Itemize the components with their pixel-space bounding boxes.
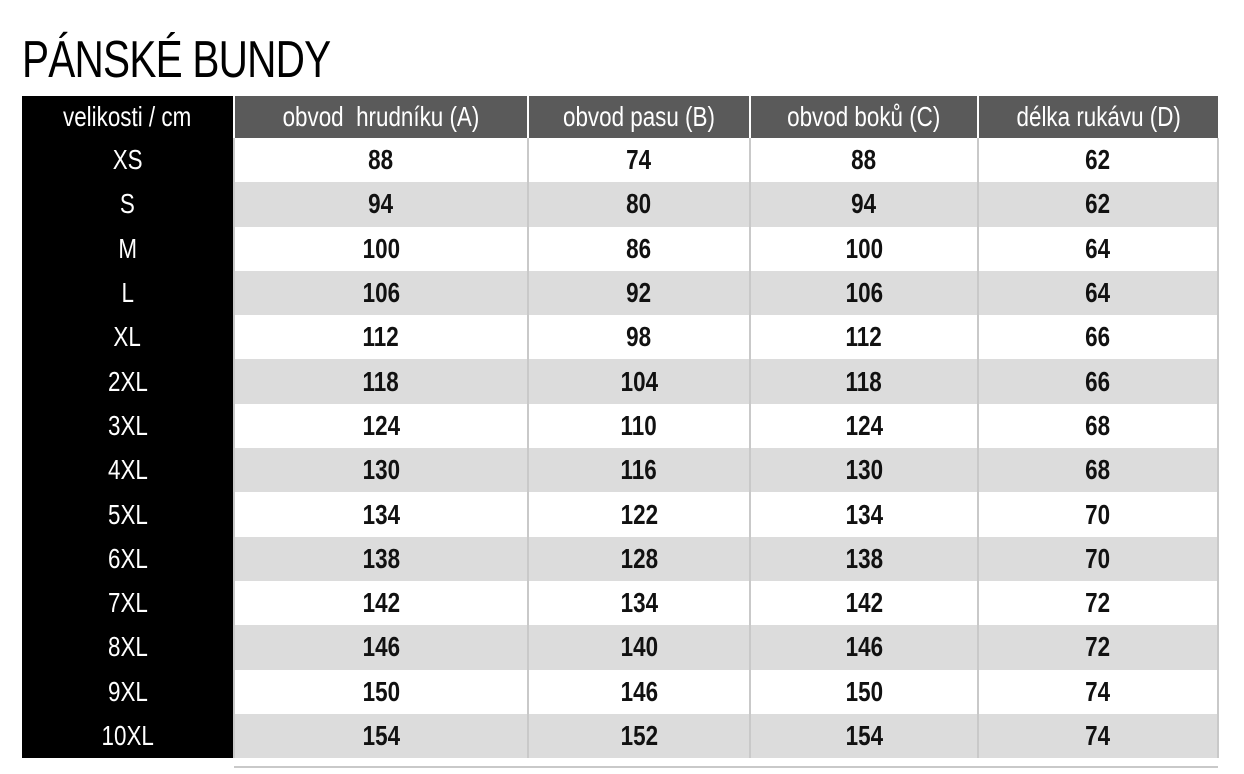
cell-size — [22, 581, 234, 625]
cell-size-value: XL — [113, 321, 142, 353]
cell-waist — [528, 404, 750, 448]
cell-sleeve-value: 74 — [1085, 720, 1111, 751]
table-row — [22, 670, 1218, 714]
cell-size — [22, 138, 234, 182]
cell-chest — [234, 714, 528, 758]
cell-hips — [750, 625, 978, 669]
table-row — [22, 537, 1218, 581]
table-row — [22, 492, 1218, 536]
cell-sleeve-value: 74 — [1085, 675, 1111, 707]
cell-size-value: 4XL — [107, 454, 148, 486]
cell-waist-value: 134 — [620, 587, 658, 619]
cell-hips — [750, 138, 978, 182]
cell-sleeve — [978, 271, 1218, 315]
cell-hips — [750, 315, 978, 359]
cell-size-value: 8XL — [107, 631, 148, 663]
cell-chest-value: 100 — [362, 232, 400, 264]
cell-chest — [234, 227, 528, 271]
cell-hips-value: 142 — [845, 587, 883, 619]
cell-sleeve — [978, 670, 1218, 714]
cell-sleeve — [978, 492, 1218, 536]
cell-size-value: S — [120, 188, 135, 220]
cell-sleeve-value: 70 — [1085, 542, 1111, 574]
table-row — [22, 271, 1218, 315]
header-hips — [750, 96, 978, 138]
cell-waist-value: 110 — [620, 409, 658, 441]
cell-sleeve-value: 62 — [1085, 144, 1111, 176]
cell-waist-value: 146 — [620, 675, 658, 707]
table-row — [22, 448, 1218, 492]
header-chest — [234, 96, 528, 138]
cell-waist — [528, 492, 750, 536]
cell-size — [22, 537, 234, 581]
cell-hips — [750, 182, 978, 226]
cell-size — [22, 404, 234, 448]
cell-waist — [528, 359, 750, 403]
cell-hips-value: 146 — [845, 631, 883, 663]
cell-size — [22, 625, 234, 669]
table-row — [22, 625, 1218, 669]
cell-sleeve-value: 66 — [1085, 365, 1111, 397]
cell-size-value: 5XL — [107, 498, 148, 530]
table-row — [22, 227, 1218, 271]
header-chest-label: obvod hrudníku (A) — [282, 101, 480, 132]
table-row — [22, 138, 1218, 182]
cell-sleeve — [978, 714, 1218, 758]
cell-sleeve-value: 72 — [1085, 631, 1111, 663]
cell-sleeve — [978, 537, 1218, 581]
cell-waist — [528, 537, 750, 581]
cell-waist-value: 116 — [620, 454, 658, 486]
cell-hips — [750, 537, 978, 581]
cell-sleeve — [978, 581, 1218, 625]
cell-sleeve-value: 64 — [1085, 232, 1111, 264]
cell-size-value: XS — [112, 144, 143, 176]
cell-size-value: 2XL — [107, 365, 148, 397]
cell-hips-value: 124 — [845, 409, 883, 441]
cell-hips — [750, 670, 978, 714]
cell-sleeve — [978, 625, 1218, 669]
cell-waist — [528, 670, 750, 714]
cell-chest-value: 142 — [362, 587, 400, 619]
cell-size — [22, 315, 234, 359]
cell-sleeve-value: 72 — [1085, 587, 1111, 619]
header-sleeve-label: délka rukávu (D) — [1016, 101, 1181, 132]
cell-chest — [234, 315, 528, 359]
cell-sleeve-value: 70 — [1085, 498, 1111, 530]
cell-waist-value: 152 — [620, 720, 658, 751]
cell-chest-value: 124 — [362, 409, 400, 441]
cell-chest-value: 134 — [362, 498, 400, 530]
header-waist-label: obvod pasu (B) — [563, 101, 715, 132]
cell-hips-value: 154 — [845, 720, 883, 751]
cell-waist-value: 122 — [620, 498, 658, 530]
cell-chest — [234, 271, 528, 315]
cell-hips-value: 106 — [845, 277, 883, 309]
cell-hips — [750, 271, 978, 315]
cell-hips — [750, 227, 978, 271]
cell-hips — [750, 581, 978, 625]
cell-chest — [234, 138, 528, 182]
cell-size — [22, 359, 234, 403]
cell-hips-value: 112 — [845, 321, 883, 353]
cell-size — [22, 448, 234, 492]
header-hips-label: obvod boků (C) — [787, 101, 941, 132]
cell-size-value: M — [118, 232, 137, 264]
table-row — [22, 404, 1218, 448]
cell-waist-value: 86 — [626, 232, 652, 264]
cell-sleeve — [978, 182, 1218, 226]
cell-waist-value: 80 — [626, 188, 652, 220]
table-row — [22, 315, 1218, 359]
cell-chest — [234, 182, 528, 226]
cell-chest-value: 130 — [362, 454, 400, 486]
cell-sleeve — [978, 404, 1218, 448]
cell-chest-value: 106 — [362, 277, 400, 309]
cell-chest — [234, 492, 528, 536]
cell-sleeve-value: 66 — [1085, 321, 1111, 353]
cell-sleeve — [978, 227, 1218, 271]
cell-waist — [528, 714, 750, 758]
cell-hips-value: 100 — [845, 232, 883, 264]
cell-sleeve-value: 68 — [1085, 409, 1111, 441]
header-sleeve — [978, 96, 1218, 138]
cell-hips — [750, 448, 978, 492]
cell-size — [22, 492, 234, 536]
header-sizes-label: velikosti / cm — [63, 101, 192, 132]
cell-chest-value: 146 — [362, 631, 400, 663]
cell-size-value: L — [121, 277, 134, 309]
cell-size-value: 3XL — [107, 409, 148, 441]
cell-size-value: 6XL — [107, 542, 148, 574]
cell-waist — [528, 581, 750, 625]
cell-hips-value: 134 — [845, 498, 883, 530]
cell-chest — [234, 448, 528, 492]
table-bottom-border — [234, 766, 1218, 768]
cell-sleeve — [978, 315, 1218, 359]
cell-sleeve — [978, 448, 1218, 492]
cell-sleeve — [978, 138, 1218, 182]
cell-size — [22, 714, 234, 758]
cell-waist — [528, 315, 750, 359]
cell-chest — [234, 581, 528, 625]
cell-chest-value: 88 — [368, 144, 394, 176]
cell-waist — [528, 182, 750, 226]
cell-waist-value: 128 — [620, 542, 658, 574]
cell-size — [22, 227, 234, 271]
cell-waist — [528, 625, 750, 669]
cell-sleeve-value: 64 — [1085, 277, 1111, 309]
cell-chest — [234, 404, 528, 448]
cell-hips-value: 130 — [845, 454, 883, 486]
cell-waist-value: 74 — [626, 144, 652, 176]
cell-chest-value: 112 — [362, 321, 400, 353]
cell-hips — [750, 359, 978, 403]
table-row — [22, 182, 1218, 226]
cell-chest-value: 138 — [362, 542, 400, 574]
cell-hips-value: 94 — [851, 188, 877, 220]
cell-hips-value: 138 — [845, 542, 883, 574]
cell-hips — [750, 714, 978, 758]
cell-hips — [750, 492, 978, 536]
cell-hips-value: 88 — [851, 144, 877, 176]
cell-waist — [528, 448, 750, 492]
cell-sleeve-value: 62 — [1085, 188, 1111, 220]
cell-hips — [750, 404, 978, 448]
cell-size — [22, 271, 234, 315]
cell-size — [22, 670, 234, 714]
header-waist — [528, 96, 750, 138]
cell-chest-value: 94 — [368, 188, 394, 220]
cell-waist-value: 92 — [626, 277, 652, 309]
cell-chest — [234, 537, 528, 581]
cell-size-value: 10XL — [101, 720, 154, 751]
cell-chest-value: 154 — [362, 720, 400, 751]
cell-chest-value: 150 — [362, 675, 400, 707]
table-row — [22, 581, 1218, 625]
cell-hips-value: 150 — [845, 675, 883, 707]
cell-waist-value: 140 — [620, 631, 658, 663]
size-chart-table — [22, 96, 1219, 758]
cell-size-value: 9XL — [107, 675, 148, 707]
cell-waist-value: 98 — [626, 321, 652, 353]
cell-chest — [234, 625, 528, 669]
table-header-row — [22, 96, 1218, 138]
cell-waist-value: 104 — [620, 365, 658, 397]
cell-waist — [528, 271, 750, 315]
cell-chest — [234, 359, 528, 403]
header-sizes — [22, 96, 234, 138]
cell-size — [22, 182, 234, 226]
cell-sleeve-value: 68 — [1085, 454, 1111, 486]
cell-size-value: 7XL — [107, 587, 148, 619]
table-row — [22, 714, 1218, 758]
page-title: PÁNSKÉ BUNDY — [22, 31, 331, 89]
cell-waist — [528, 227, 750, 271]
cell-chest — [234, 670, 528, 714]
cell-waist — [528, 138, 750, 182]
cell-sleeve — [978, 359, 1218, 403]
table-row — [22, 359, 1218, 403]
cell-hips-value: 118 — [845, 365, 883, 397]
cell-chest-value: 118 — [362, 365, 400, 397]
